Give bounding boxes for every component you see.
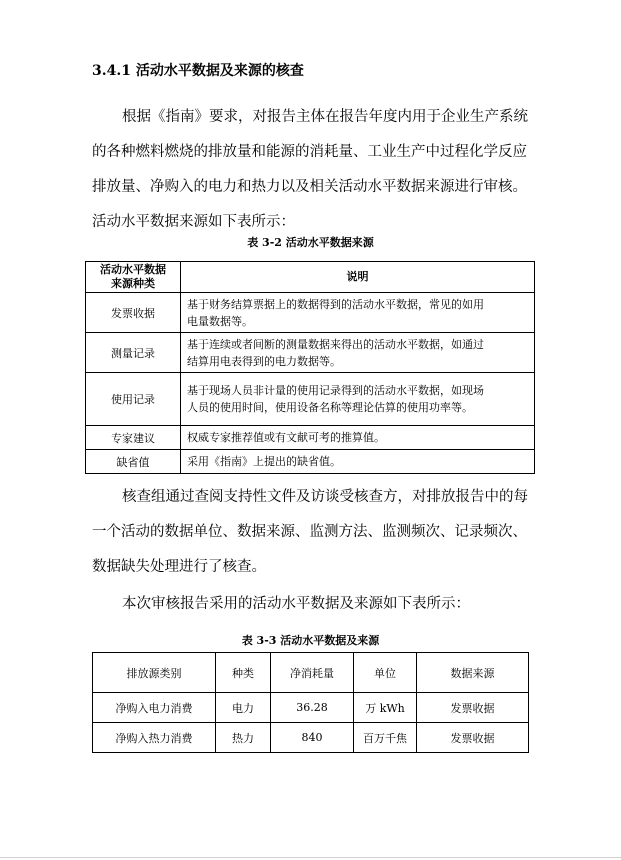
- description-cell: 基于现场人员非计量的使用记录得到的活动水平数据，如现场 人员的使用时间，使用设备名称等理论估算的使用功率等。: [181, 373, 535, 426]
- emission-source-cell: 净购入热力消费: [93, 723, 216, 753]
- emission-source-cell: 净购入电力消费: [93, 693, 216, 723]
- table-row: [86, 426, 535, 450]
- intro-paragraph: [92, 100, 538, 240]
- header-description: 说明: [181, 262, 535, 293]
- net-consumption-cell: 36.28: [271, 693, 354, 723]
- header-cell: 种类: [216, 653, 271, 693]
- page-bottom-divider: [0, 857, 621, 858]
- header-cell: 排放源类别: [93, 653, 216, 693]
- table-row: [86, 333, 535, 373]
- adopted-data-paragraph: [92, 587, 538, 622]
- source-type-cell: 缺省值: [86, 450, 181, 474]
- table-header-row: [86, 262, 535, 293]
- table-header-row: [93, 653, 529, 693]
- section-heading: 3.4.1 活动水平数据及来源的核查: [92, 63, 304, 79]
- table-row: [93, 723, 529, 753]
- table-row: [93, 693, 529, 723]
- unit-cell: 万 kWh: [354, 693, 417, 723]
- table-row: [86, 293, 535, 333]
- paragraph-line: 数据缺失处理进行了核查。: [92, 559, 266, 575]
- paragraph-line: 排放量、净购入的电力和热力以及相关活动水平数据来源进行审核。: [92, 179, 527, 195]
- source-type-cell: 测量记录: [86, 333, 181, 373]
- data-source-cell: 发票收据: [417, 693, 529, 723]
- table-row: [86, 373, 535, 426]
- table-caption: 表 3-2 活动水平数据来源: [247, 236, 374, 249]
- source-type-cell: 使用记录: [86, 373, 181, 426]
- activity-data-table: [92, 652, 529, 753]
- review-paragraph: [92, 480, 538, 585]
- table-caption: 表 3-3 活动水平数据及来源: [241, 634, 380, 647]
- paragraph-line: 一个活动的数据单位、数据来源、监测方法、监测频次、记录频次、: [92, 524, 527, 540]
- paragraph-line: 活动水平数据来源如下表所示：: [92, 214, 295, 230]
- description-cell: 基于财务结算票据上的数据得到的活动水平数据，常见的如用 电量数据等。: [181, 293, 535, 333]
- description-cell: 采用《指南》上提出的缺省值。: [181, 450, 535, 474]
- source-type-cell: 发票收据: [86, 293, 181, 333]
- header-cell: 净消耗量: [271, 653, 354, 693]
- unit-cell: 百万千焦: [354, 723, 417, 753]
- table-row: [86, 450, 535, 474]
- data-source-cell: 发票收据: [417, 723, 529, 753]
- paragraph-line: 根据《指南》要求，对报告主体在报告年度内用于企业生产系统: [122, 109, 528, 125]
- type-cell: 热力: [216, 723, 271, 753]
- source-type-cell: 专家建议: [86, 426, 181, 450]
- paragraph-line: 的各种燃料燃烧的排放量和能源的消耗量、工业生产中过程化学反应: [92, 144, 527, 160]
- paragraph-line: 本次审核报告采用的活动水平数据及来源如下表所示：: [122, 596, 470, 612]
- paragraph-line: 核查组通过查阅支持性文件及访谈受核查方，对排放报告中的每: [122, 489, 528, 505]
- description-cell: 基于连续或者间断的测量数据来得出的活动水平数据，如通过 结算用电表得到的电力数据等。: [181, 333, 535, 373]
- description-cell: 权威专家推荐值或有文献可考的推算值。: [181, 426, 535, 450]
- net-consumption-cell: 840: [271, 723, 354, 753]
- header-cell: 单位: [354, 653, 417, 693]
- header-source-type: 活动水平数据 来源种类: [86, 262, 181, 293]
- data-source-types-table: [85, 261, 535, 474]
- type-cell: 电力: [216, 693, 271, 723]
- header-cell: 数据来源: [417, 653, 529, 693]
